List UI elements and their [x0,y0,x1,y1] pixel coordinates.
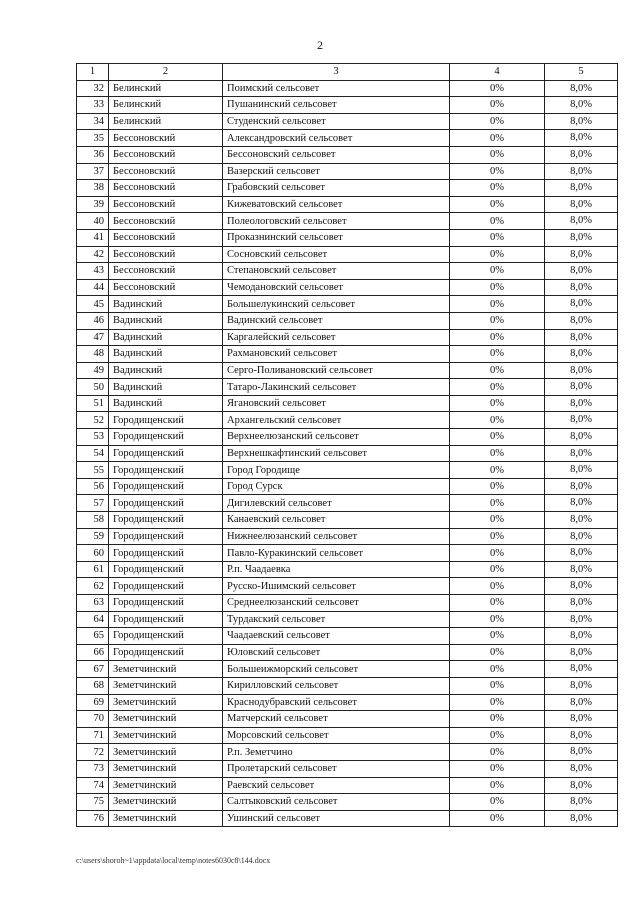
row-number: 74 [77,777,109,794]
rate-col-4: 0% [450,412,545,429]
table-row [77,694,618,711]
table-row [77,346,618,363]
rate-col-4: 0% [450,495,545,512]
rate-col-5: 8,0% [545,628,618,645]
row-number: 69 [77,694,109,711]
rate-col-4: 0% [450,512,545,529]
district-name: Бессоновский [109,229,223,246]
settlement-name: Р.п. Чаадаевка [223,561,450,578]
settlement-name: Сосновский сельсовет [223,246,450,263]
table-row [77,379,618,396]
rate-col-5: 8,0% [545,213,618,230]
settlement-name: Кижеватовский сельсовет [223,196,450,213]
district-name: Земетчинский [109,744,223,761]
district-name: Земетчинский [109,677,223,694]
rate-col-4: 0% [450,246,545,263]
settlement-name: Морсовский сельсовет [223,727,450,744]
settlement-name: Полеологовский сельсовет [223,213,450,230]
settlement-name: Верхнеелюзанский сельсовет [223,429,450,446]
table-row [77,445,618,462]
settlement-name: Русско-Ишимский сельсовет [223,578,450,595]
rate-col-4: 0% [450,113,545,130]
settlement-name: Поимский сельсовет [223,80,450,97]
rate-col-5: 8,0% [545,694,618,711]
row-number: 36 [77,146,109,163]
district-name: Бессоновский [109,246,223,263]
row-number: 63 [77,595,109,612]
settlement-name: Город Городище [223,462,450,479]
settlement-name: Проказнинский сельсовет [223,229,450,246]
rate-col-4: 0% [450,97,545,114]
rate-col-4: 0% [450,445,545,462]
district-name: Бессоновский [109,279,223,296]
rate-col-5: 8,0% [545,113,618,130]
settlement-name: Чаадаевский сельсовет [223,628,450,645]
settlement-name: Среднеелюзанский сельсовет [223,595,450,612]
settlement-name: Вадинский сельсовет [223,312,450,329]
settlement-name: Рахмановский сельсовет [223,346,450,363]
table-row [77,760,618,777]
rate-col-5: 8,0% [545,379,618,396]
rate-col-5: 8,0% [545,595,618,612]
settlement-name: Пушанинский сельсовет [223,97,450,114]
district-name: Городищенский [109,495,223,512]
table-row [77,213,618,230]
row-number: 70 [77,711,109,728]
header-col-2: 2 [109,64,223,81]
row-number: 65 [77,628,109,645]
table-row [77,528,618,545]
table-row [77,80,618,97]
district-name: Земетчинский [109,794,223,811]
district-name: Бессоновский [109,146,223,163]
table-row [77,578,618,595]
district-name: Белинский [109,97,223,114]
rate-col-4: 0% [450,196,545,213]
district-name: Бессоновский [109,196,223,213]
rate-col-5: 8,0% [545,80,618,97]
table-row [77,229,618,246]
row-number: 60 [77,545,109,562]
rate-col-5: 8,0% [545,561,618,578]
rate-col-5: 8,0% [545,528,618,545]
header-col-1: 1 [77,64,109,81]
row-number: 52 [77,412,109,429]
table-row [77,412,618,429]
settlement-name: Каргалейский сельсовет [223,329,450,346]
row-number: 62 [77,578,109,595]
settlement-name: Серго-Поливановский сельсовет [223,362,450,379]
row-number: 64 [77,611,109,628]
row-number: 48 [77,346,109,363]
district-name: Городищенский [109,611,223,628]
rate-col-4: 0% [450,810,545,827]
table-row [77,263,618,280]
rate-col-4: 0% [450,760,545,777]
table-row [77,296,618,313]
rate-col-4: 0% [450,312,545,329]
rate-col-4: 0% [450,744,545,761]
rate-col-4: 0% [450,146,545,163]
rate-col-4: 0% [450,561,545,578]
rate-col-4: 0% [450,611,545,628]
rate-col-5: 8,0% [545,97,618,114]
rate-col-4: 0% [450,362,545,379]
rate-col-5: 8,0% [545,711,618,728]
rate-col-5: 8,0% [545,495,618,512]
table-row [77,329,618,346]
rate-col-4: 0% [450,163,545,180]
rate-col-5: 8,0% [545,130,618,147]
rate-col-5: 8,0% [545,661,618,678]
rate-col-4: 0% [450,296,545,313]
rate-col-5: 8,0% [545,512,618,529]
settlement-name: Павло-Куракинский сельсовет [223,545,450,562]
district-name: Городищенский [109,462,223,479]
district-name: Городищенский [109,412,223,429]
table-row [77,611,618,628]
row-number: 37 [77,163,109,180]
rate-col-5: 8,0% [545,545,618,562]
district-name: Вадинский [109,346,223,363]
table-row [77,97,618,114]
row-number: 40 [77,213,109,230]
rate-col-5: 8,0% [545,312,618,329]
settlement-name: Р.п. Земетчино [223,744,450,761]
row-number: 44 [77,279,109,296]
rate-col-4: 0% [450,528,545,545]
row-number: 43 [77,263,109,280]
row-number: 76 [77,810,109,827]
settlement-name: Степановский сельсовет [223,263,450,280]
row-number: 42 [77,246,109,263]
rate-col-4: 0% [450,545,545,562]
table-row [77,246,618,263]
row-number: 71 [77,727,109,744]
table-row [77,113,618,130]
table-row [77,146,618,163]
district-name: Городищенский [109,512,223,529]
rate-col-5: 8,0% [545,146,618,163]
settlement-name: Юловский сельсовет [223,644,450,661]
rate-col-4: 0% [450,229,545,246]
row-number: 56 [77,478,109,495]
settlement-name: Ягановский сельсовет [223,395,450,412]
settlement-name: Ушинский сельсовет [223,810,450,827]
header-col-5: 5 [545,64,618,81]
settlement-name: Дигилевский сельсовет [223,495,450,512]
row-number: 55 [77,462,109,479]
rate-col-4: 0% [450,395,545,412]
settlement-name: Верхнешкафтинский сельсовет [223,445,450,462]
district-name: Городищенский [109,561,223,578]
table-header-row [77,64,618,81]
row-number: 54 [77,445,109,462]
rate-col-4: 0% [450,346,545,363]
row-number: 68 [77,677,109,694]
district-name: Вадинский [109,379,223,396]
settlement-name: Татаро-Лакинский сельсовет [223,379,450,396]
row-number: 39 [77,196,109,213]
district-name: Земетчинский [109,777,223,794]
row-number: 32 [77,80,109,97]
row-number: 47 [77,329,109,346]
row-number: 51 [77,395,109,412]
table-row [77,661,618,678]
row-number: 66 [77,644,109,661]
header-col-4: 4 [450,64,545,81]
rate-col-5: 8,0% [545,744,618,761]
settlement-name: Архангельский сельсовет [223,412,450,429]
district-name: Земетчинский [109,727,223,744]
district-name: Городищенский [109,528,223,545]
rate-col-5: 8,0% [545,462,618,479]
rate-col-4: 0% [450,130,545,147]
rate-col-5: 8,0% [545,760,618,777]
table-row [77,727,618,744]
settlement-name: Кирилловский сельсовет [223,677,450,694]
rate-col-5: 8,0% [545,810,618,827]
rate-col-5: 8,0% [545,611,618,628]
table-row [77,545,618,562]
row-number: 45 [77,296,109,313]
row-number: 49 [77,362,109,379]
rate-col-4: 0% [450,661,545,678]
table-row [77,744,618,761]
settlement-name: Большелукинский сельсовет [223,296,450,313]
district-name: Вадинский [109,329,223,346]
table-row [77,312,618,329]
table-row [77,512,618,529]
rate-col-5: 8,0% [545,180,618,197]
table-row [77,196,618,213]
settlement-name: Канаевский сельсовет [223,512,450,529]
row-number: 67 [77,661,109,678]
rate-col-4: 0% [450,329,545,346]
district-name: Городищенский [109,578,223,595]
table-row [77,279,618,296]
district-name: Городищенский [109,429,223,446]
district-name: Городищенский [109,545,223,562]
table-row [77,163,618,180]
district-name: Городищенский [109,595,223,612]
table-row [77,810,618,827]
table-row [77,711,618,728]
row-number: 34 [77,113,109,130]
rate-col-4: 0% [450,794,545,811]
district-name: Белинский [109,80,223,97]
settlement-name: Пролетарский сельсовет [223,760,450,777]
row-number: 33 [77,97,109,114]
rate-col-4: 0% [450,727,545,744]
row-number: 61 [77,561,109,578]
district-name: Вадинский [109,362,223,379]
settlement-name: Чемодановский сельсовет [223,279,450,296]
rate-col-5: 8,0% [545,163,618,180]
rate-col-4: 0% [450,263,545,280]
district-name: Вадинский [109,296,223,313]
table-row [77,677,618,694]
district-name: Белинский [109,113,223,130]
rate-col-5: 8,0% [545,346,618,363]
rate-col-5: 8,0% [545,412,618,429]
rate-col-5: 8,0% [545,279,618,296]
row-number: 72 [77,744,109,761]
district-name: Бессоновский [109,263,223,280]
rate-col-5: 8,0% [545,329,618,346]
rate-col-5: 8,0% [545,395,618,412]
row-number: 38 [77,180,109,197]
table-body [77,80,618,827]
rate-col-5: 8,0% [545,777,618,794]
district-name: Городищенский [109,445,223,462]
district-name: Городищенский [109,478,223,495]
settlement-name: Город Сурск [223,478,450,495]
table-row [77,462,618,479]
settlement-name: Бессоновский сельсовет [223,146,450,163]
rate-col-5: 8,0% [545,644,618,661]
row-number: 73 [77,760,109,777]
rate-col-4: 0% [450,578,545,595]
table-row [77,794,618,811]
settlement-name: Турдакский сельсовет [223,611,450,628]
rate-col-4: 0% [450,478,545,495]
table-row [77,362,618,379]
row-number: 59 [77,528,109,545]
table-row [77,130,618,147]
district-name: Вадинский [109,395,223,412]
rate-col-4: 0% [450,677,545,694]
rate-col-5: 8,0% [545,196,618,213]
file-path-footer: c:\users\shoroh~1\appdata\local\temp\notes6030c8\144.docx [76,856,271,865]
row-number: 41 [77,229,109,246]
rate-col-4: 0% [450,711,545,728]
settlement-name: Большеижморский сельсовет [223,661,450,678]
row-number: 50 [77,379,109,396]
rate-col-5: 8,0% [545,229,618,246]
rate-col-5: 8,0% [545,263,618,280]
rate-col-4: 0% [450,279,545,296]
rate-col-4: 0% [450,694,545,711]
rate-col-4: 0% [450,80,545,97]
settlement-name: Матчерский сельсовет [223,711,450,728]
rate-col-4: 0% [450,777,545,794]
settlement-name: Вазерский сельсовет [223,163,450,180]
district-name: Бессоновский [109,213,223,230]
rate-col-4: 0% [450,595,545,612]
row-number: 75 [77,794,109,811]
row-number: 57 [77,495,109,512]
table-row [77,561,618,578]
rate-col-4: 0% [450,213,545,230]
rate-col-4: 0% [450,429,545,446]
district-name: Бессоновский [109,130,223,147]
rate-col-4: 0% [450,628,545,645]
table-row [77,429,618,446]
district-name: Городищенский [109,644,223,661]
rate-col-5: 8,0% [545,246,618,263]
table-row [77,644,618,661]
rate-col-5: 8,0% [545,727,618,744]
rate-col-4: 0% [450,379,545,396]
settlement-name: Нижнеелюзанский сельсовет [223,528,450,545]
rate-col-5: 8,0% [545,362,618,379]
rate-col-5: 8,0% [545,296,618,313]
rate-col-5: 8,0% [545,478,618,495]
table-row [77,628,618,645]
rate-col-5: 8,0% [545,677,618,694]
row-number: 58 [77,512,109,529]
header-col-3: 3 [223,64,450,81]
row-number: 35 [77,130,109,147]
settlement-name: Александровский сельсовет [223,130,450,147]
page-number: 2 [317,38,323,52]
settlement-name: Студенский сельсовет [223,113,450,130]
district-name: Бессоновский [109,180,223,197]
rate-col-5: 8,0% [545,578,618,595]
district-name: Вадинский [109,312,223,329]
rate-col-5: 8,0% [545,429,618,446]
settlement-name: Раевский сельсовет [223,777,450,794]
district-name: Городищенский [109,628,223,645]
table-row [77,777,618,794]
row-number: 46 [77,312,109,329]
rate-col-5: 8,0% [545,445,618,462]
table-row [77,495,618,512]
district-name: Земетчинский [109,694,223,711]
rate-col-4: 0% [450,180,545,197]
settlement-name: Грабовский сельсовет [223,180,450,197]
district-name: Земетчинский [109,760,223,777]
rate-col-4: 0% [450,462,545,479]
district-name: Бессоновский [109,163,223,180]
rate-col-5: 8,0% [545,794,618,811]
settlement-name: Краснодубравский сельсовет [223,694,450,711]
district-name: Земетчинский [109,711,223,728]
table-row [77,180,618,197]
table-row [77,595,618,612]
rate-col-4: 0% [450,644,545,661]
settlement-name: Салтыковский сельсовет [223,794,450,811]
table-row [77,478,618,495]
district-name: Земетчинский [109,810,223,827]
district-name: Земетчинский [109,661,223,678]
rates-table [76,63,618,827]
row-number: 53 [77,429,109,446]
table-row [77,395,618,412]
